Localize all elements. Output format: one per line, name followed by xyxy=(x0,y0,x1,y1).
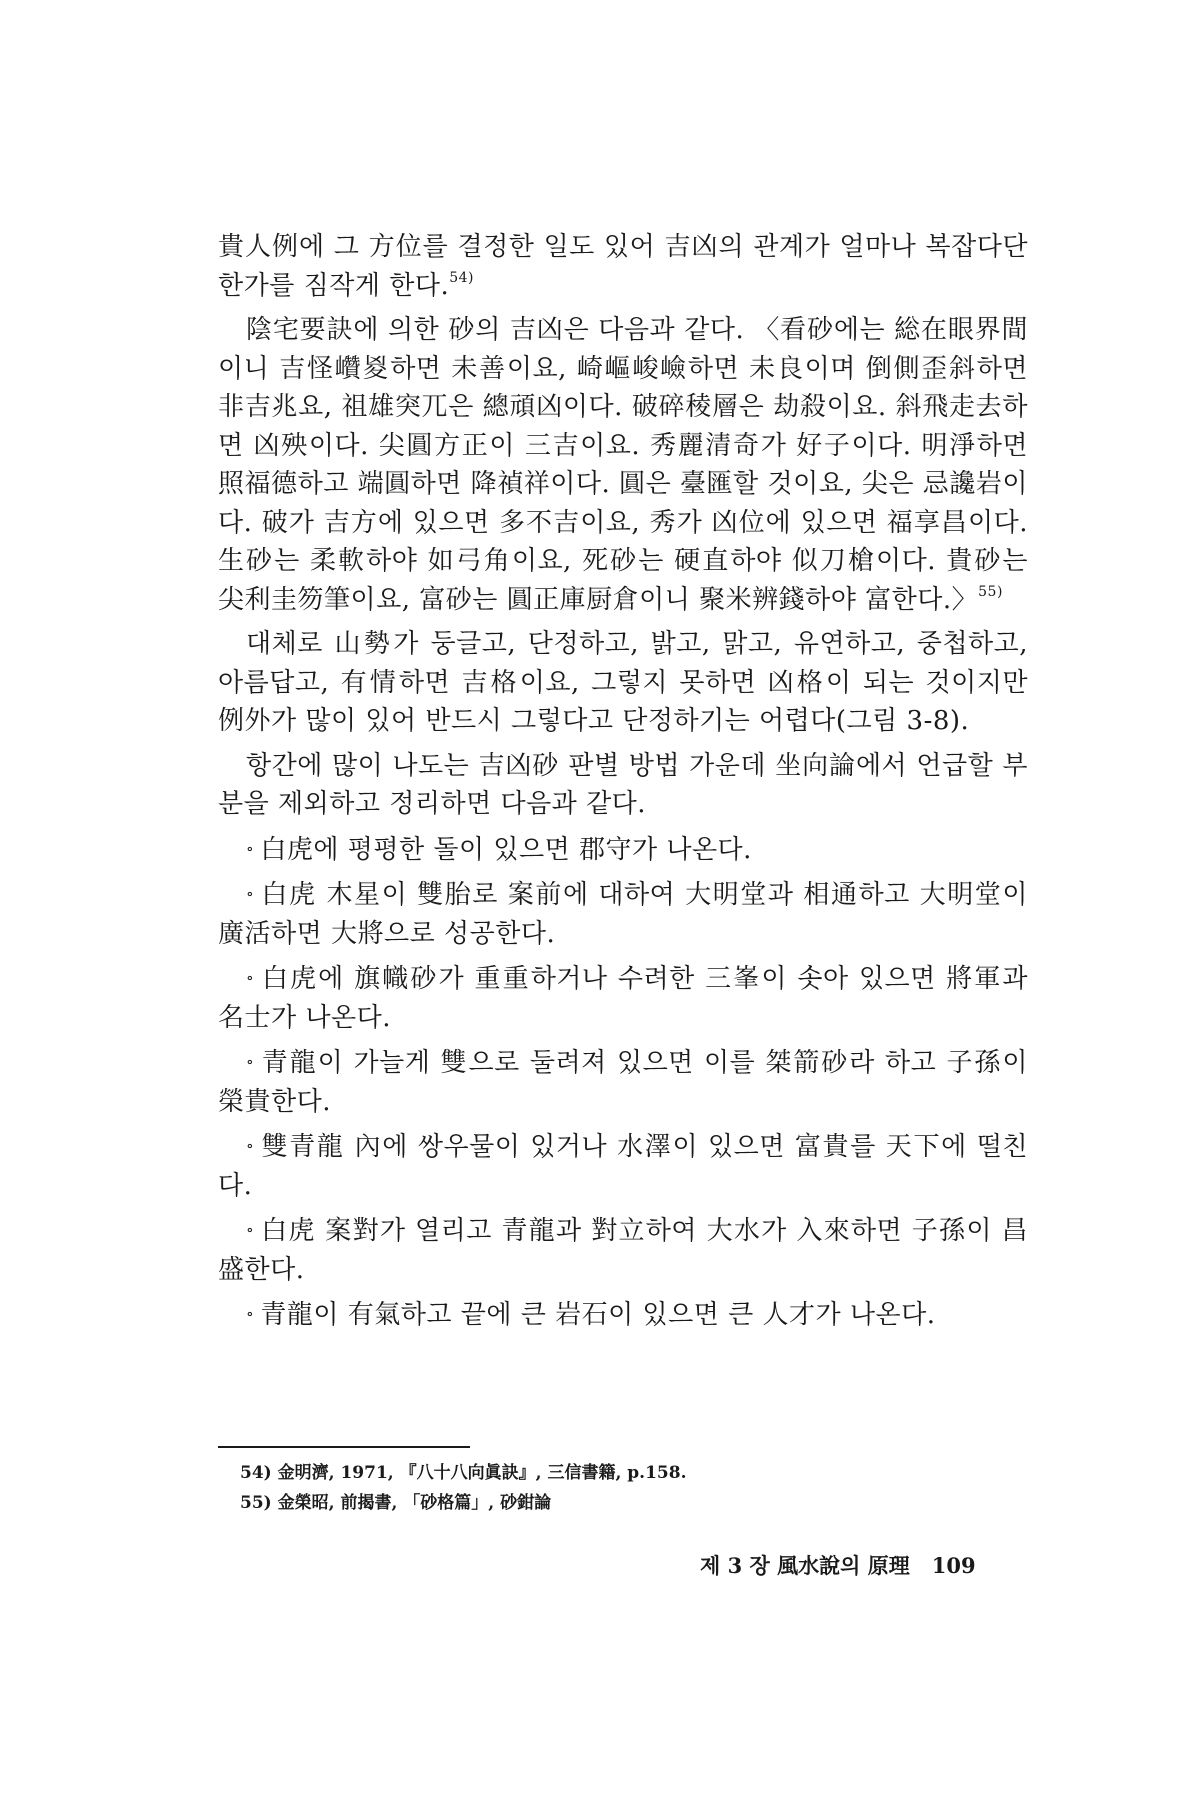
bullet-mark: ∘ xyxy=(246,1220,255,1239)
running-footer xyxy=(700,1550,976,1580)
paragraph: 貴人例에 그 方位를 결정한 일도 있어 吉凶의 관계가 얼마나 복잡다단한가를 짐작게 한다.$^{54)}$ xyxy=(218,232,1028,301)
list-item: ∘ 白虎에 旗幟砂가 重重하거나 수려한 三峯이 솟아 있으면 將軍과 名士가 나온다. xyxy=(218,964,1028,1033)
footnote: 55) 金榮昭, 前揭書, 「砂格篇」, 砂鉗論 xyxy=(240,1493,552,1513)
bullet-mark: ∘ xyxy=(246,838,255,858)
body-text xyxy=(218,228,1028,1341)
chapter-title: 제 3 장 風水說의 原理 xyxy=(700,1553,910,1578)
list-item: ∘ 白虎에 평평한 돌이 있으면 郡守가 나온다. xyxy=(246,834,752,865)
list-item: ∘ 青龍이 가늘게 雙으로 둘려져 있으면 이를 桀箭砂라 하고 子孫이 榮貴한다. xyxy=(218,1048,1028,1117)
paragraph: 陰宅要訣에 의한 砂의 吉凶은 다음과 같다. 〈看砂에는 総在眼界間이니 吉怪巑㚇하면 未善이요, 崎嶇峻嶮하면 未良이며 倒側歪斜하면 非吉兆요, 祖雄突兀은 總頑凶이다. 破碎稜層은 劫殺이요. 斜飛走去하면 凶殃이다. 尖圓方正이 三吉이요. 秀麗清奇가 好子이다. 明淨하면 照福德하고 端圓하면 降禎祥이다. 圓은 臺匯할 것이요, 尖은 忌讒岩이다. 破가 吉方에 있으면 多不吉이요, 秀가 凶位에 있으면 福享昌이다. 生砂는 柔軟하야 如弓角이요, 死砂는 硬直하야 似刀槍이다. 貴砂는 尖利圭笏筆이요, 富砂는 圓正庫厨倉이니 聚米辨錢하야 富한다.〉$^{55)}$ xyxy=(218,315,1028,615)
list-item: ∘ 白虎 案對가 열리고 青龍과 對立하여 大水가 入來하면 子孫이 昌盛한다. xyxy=(218,1216,1028,1285)
footnote: 54) 金明濟, 1971, 『八十八向眞訣』, 三信書籍, p.158. xyxy=(240,1463,687,1483)
paragraph: 항간에 많이 나도는 吉凶砂 판별 방법 가운데 坐向論에서 언급할 부분을 제외하고 정리하면 다음과 같다. xyxy=(218,750,1028,819)
list-item: ∘ 青龍이 有氣하고 끝에 큰 岩石이 있으면 큰 人才가 나온다. xyxy=(246,1300,936,1330)
bullet-mark: ∘ xyxy=(246,1304,255,1323)
bullet-mark: ∘ xyxy=(246,1052,255,1071)
footnote-ref: 55) xyxy=(978,583,1003,600)
list-item: ∘ 白虎 木星이 雙胎로 案前에 대하여 大明堂과 相通하고 大明堂이 廣活하면 大將으로 성공한다. xyxy=(218,880,1028,949)
footnotes xyxy=(240,1458,1020,1518)
paragraph: 대체로 山勢가 둥글고, 단정하고, 밝고, 맑고, 유연하고, 중첩하고, 아름답고, 有情하면 吉格이요, 그렇지 못하면 凶格이 되는 것이지만 例外가 많이 있어 반드시 그렇다고 단정하기는 어렵다(그림 3-8). xyxy=(218,629,1028,736)
list-item: ∘ 雙青龍 內에 쌍우물이 있거나 水澤이 있으면 富貴를 天下에 떨친다. xyxy=(218,1132,1028,1201)
bullet-mark: ∘ xyxy=(246,968,255,987)
bullet-mark: ∘ xyxy=(246,1136,255,1155)
footnote-divider xyxy=(218,1446,470,1448)
footnote-ref: 54) xyxy=(449,269,475,286)
bullet-mark: ∘ xyxy=(246,884,255,903)
page-number: 109 xyxy=(931,1553,976,1578)
